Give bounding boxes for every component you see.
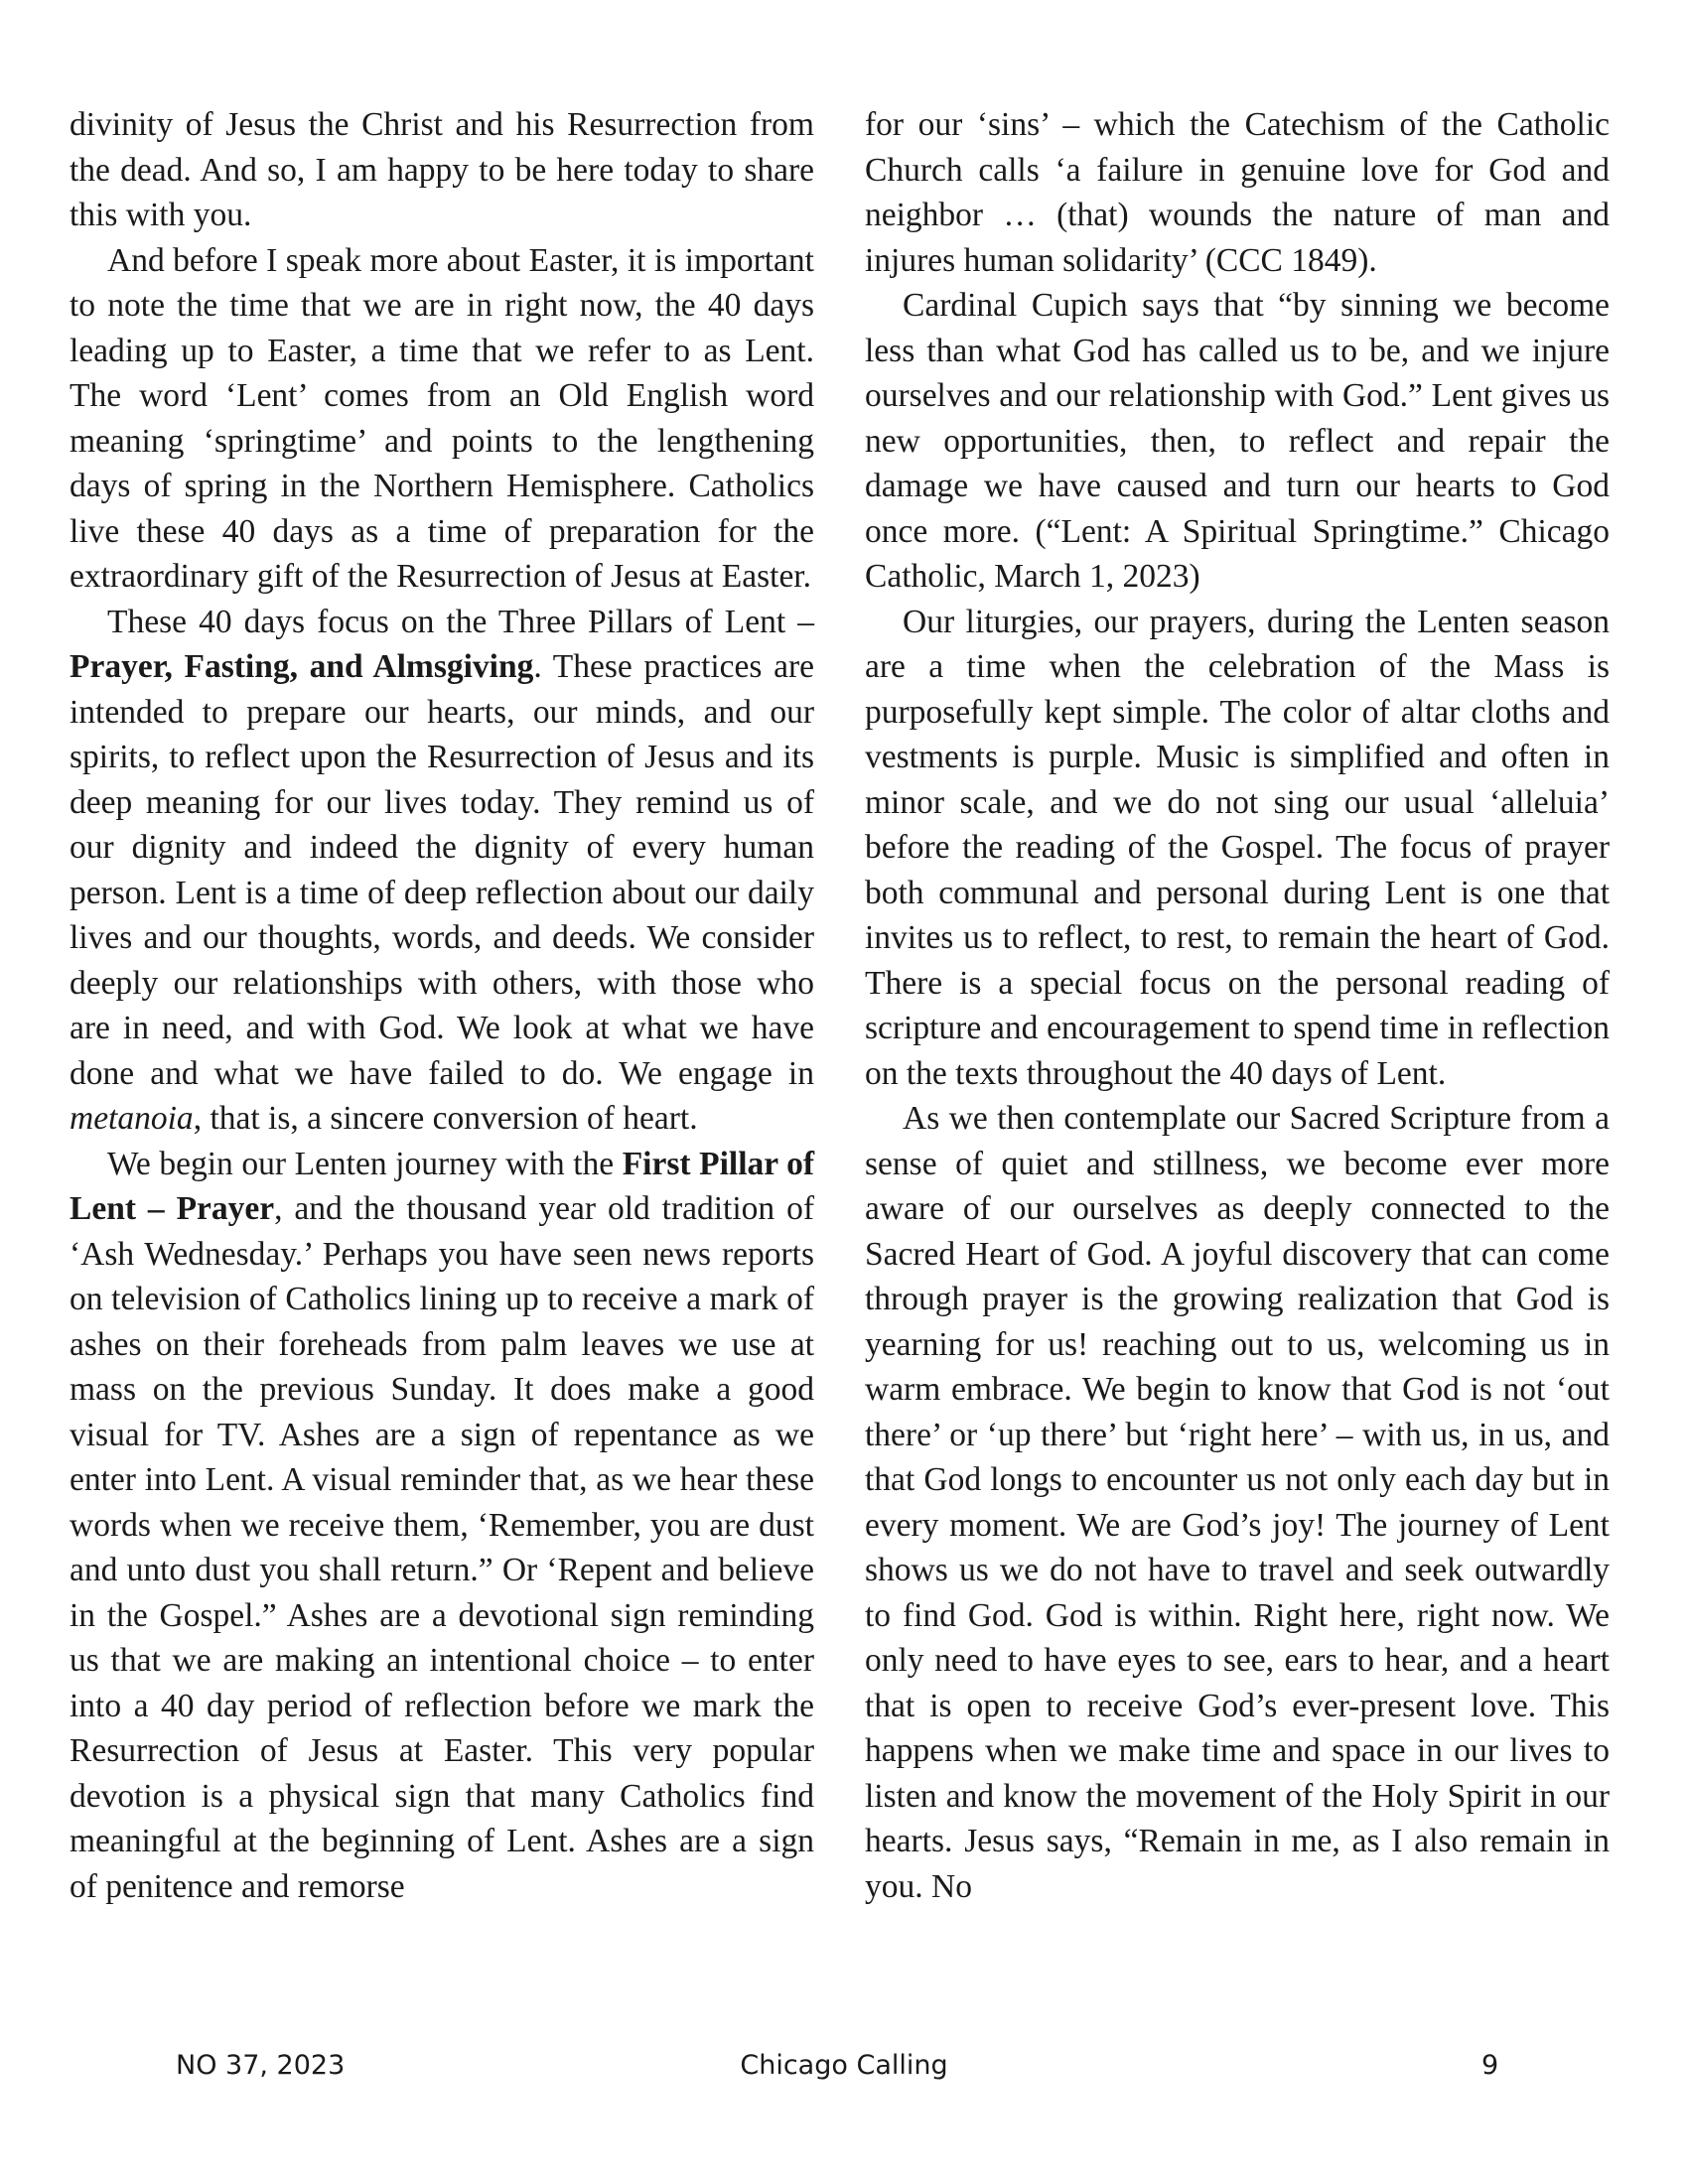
- paragraph: Cardinal Cupich says that “by sinning we become less than what God has called us to be, and we injure ourselves and our relationship with God.” Lent gives us new opportunities, then, to reflect and repair the damage we have caused and turn our hearts to God once more. (“Lent: A Spiritual Springtime.” Chicago Catholic, March 1, 2023): [865, 287, 1610, 595]
- issue-number: NO 37, 2023: [176, 2050, 346, 2081]
- text-run: We begin our Lenten journey with the: [107, 1145, 623, 1182]
- paragraph: [70, 600, 814, 1142]
- paragraph: As we then contemplate our Sacred Scripture from a sense of quiet and stillness, we become ever more aware of our ourselves as deeply connected to the Sacred Heart of God. A joyful discovery that can come through prayer is the growing realization that God is yearning for us! reaching out to us, welcoming us in warm embrace. We begin to know that God is not ‘out there’ or ‘up there’ but ‘right here’ – with us, in us, and that God longs to encounter us not only each day but in every moment. We are God’s joy! The journey of Lent shows us we do not have to travel and seek outwardly to find God. God is within. Right here, right now. We only need to have eyes to see, ears to hear, and a heart that is open to receive God’s ever-present love. This happens when we make time and space in our lives to listen and know the movement of the Holy Spirit in our hearts. Jesus says, “Remain in me, as I also remain in you. No: [865, 1100, 1610, 1905]
- italic-text: metanoia: [70, 1100, 194, 1137]
- paragraph: [70, 1142, 814, 1910]
- text-run: , that is, a sincere conversion of heart.: [193, 1100, 698, 1137]
- paragraph: for our ‘sins’ – which the Catechism of the Catholic Church calls ‘a failure in genuine love for God and neighbor … (that) wounds the nature of man and injures human solidarity’ (CCC 1849).: [865, 106, 1610, 279]
- text-run: , and the thousand year old tradition of ‘Ash Wednesday.’ Perhaps you have seen news reports on television of Catholics lining up to receive a mark of ashes on their foreheads from palm leaves we use at mass on the previous Sunday. It does make a good visual for TV. Ashes are a sign of repentance as we enter into Lent. A visual reminder that, as we hear these words when we receive them, ‘Remember, you are dust and unto dust you shall return.” Or ‘Repent and believe in the Gospel.” Ashes are a devotional sign reminding us that we are making an intentional choice – to enter into a 40 day period of reflection before we mark the Resurrection of Jesus at Easter. This very popular devotion is a physical sign that many Catholics find meaningful at the beginning of Lent. Ashes are a sign of penitence and remorse: [70, 1190, 814, 1905]
- paragraph: And before I speak more about Easter, it is important to note the time that we are in right now, the 40 days leading up to Easter, a time that we refer to as Lent. The word ‘Lent’ comes from an Old English word meaning ‘springtime’ and points to the lengthening days of spring in the Northern Hemisphere. Catholics live these 40 days as a time of preparation for the extraordinary gift of the Resurrection of Jesus at Easter.: [70, 241, 814, 595]
- text-run: . These practices are intended to prepare our hearts, our minds, and our spirits, to reflect upon the Resurrection of Jesus and its deep meaning for our lives today. They remind us of our dignity and indeed the dignity of every human person. Lent is a time of deep reflection about our daily lives and our thoughts, words, and deeds. We consider deeply our relationships with others, with those who are in need, and with God. We look at what we have done and what we have failed to do. We engage in: [70, 648, 814, 1092]
- right-column: [865, 102, 1610, 1909]
- page-footer: [0, 2050, 1688, 2090]
- left-column: [70, 102, 814, 1909]
- paragraph: Our liturgies, our prayers, during the Lenten season are a time when the celebration of the Mass is purposefully kept simple. The color of altar cloths and vestments is purple. Music is simplified and often in minor scale, and we do not sing our usual ‘alleluia’ before the reading of the Gospel. The focus of prayer both communal and personal during Lent is one that invites us to reflect, to rest, to remain the heart of God. There is a special focus on the personal reading of scripture and encouragement to spend time in reflection on the texts throughout the 40 days of Lent.: [865, 603, 1610, 1092]
- page-number: 9: [1481, 2050, 1499, 2081]
- bold-text: Prayer, Fasting, and Almsgiving: [70, 648, 534, 685]
- text-run: These 40 days focus on the Three Pillars of Lent –: [107, 603, 814, 640]
- paragraph: divinity of Jesus the Christ and his Resurrection from the dead. And so, I am happy to be here today to share this with you.: [70, 106, 814, 233]
- bold-text: First Pillar of Lent – Prayer: [70, 1145, 814, 1227]
- publication-title: Chicago Calling: [740, 2050, 948, 2081]
